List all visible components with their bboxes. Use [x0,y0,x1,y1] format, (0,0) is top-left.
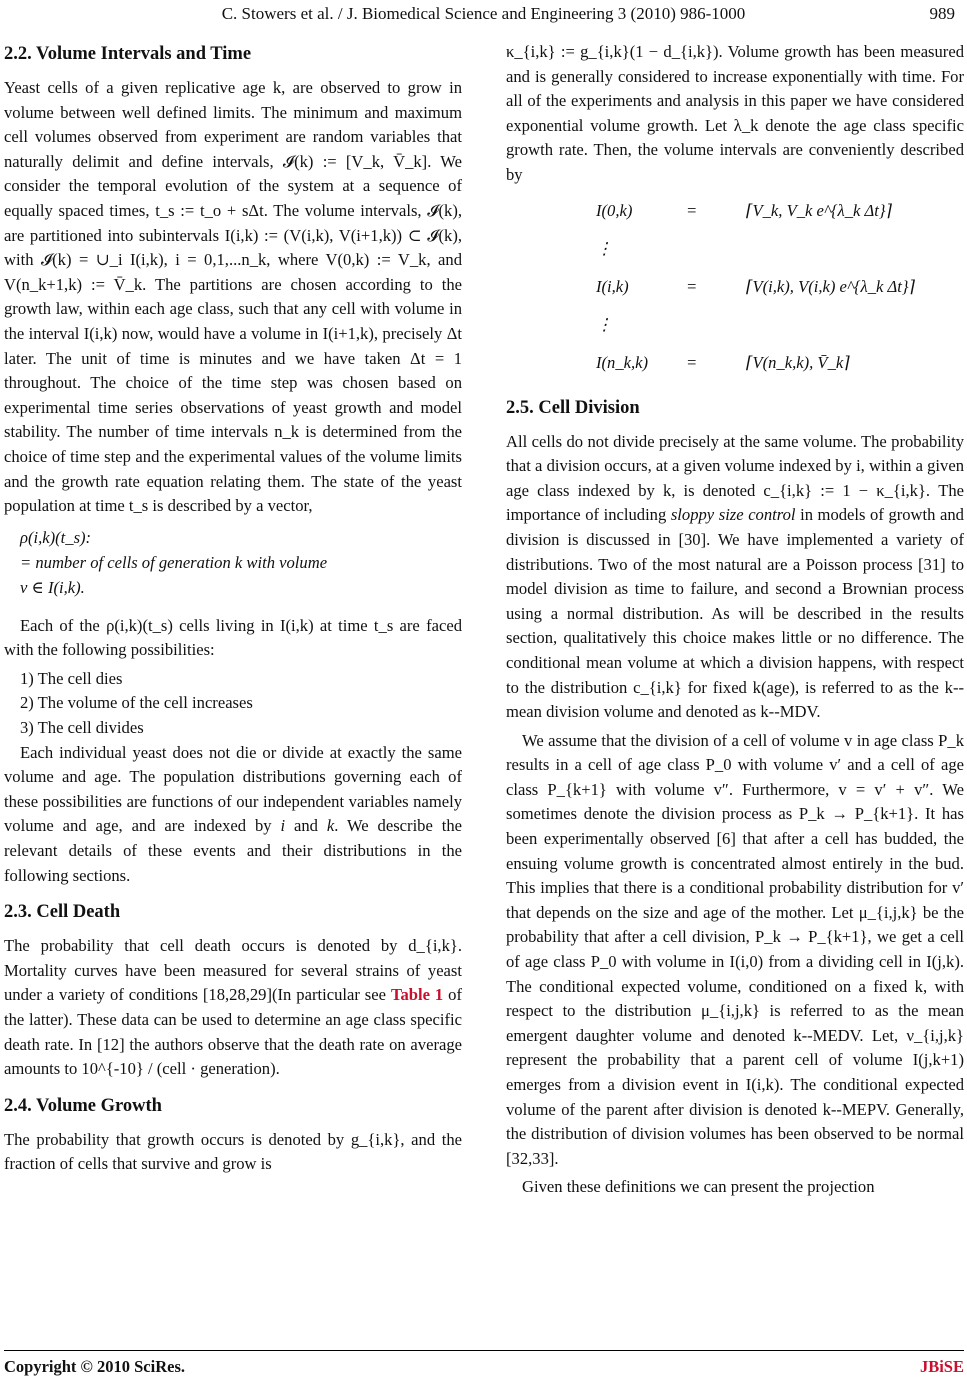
paragraph-2-2-1: Yeast cells of a given replicative age k, are observed to grow in volume between well defined limits. The minimum and maximum cell volumes observed from experiment are random variables that naturally delimit and define intervals, 𝓘(k) := [V_k, V̄_k]. We consider the temporal evolution of the system at a sequence of equally spaced times, t_s := t_o + sΔt. The volume intervals, 𝓘(k), are partitioned into subintervals I(i,k) := (V(i,k), V(i+1,k)) ⊂ 𝓘(k), with 𝓘(k) = ∪_i I(i,k), i = 0,1,...n_k, where V(0,k) := V_k, and V(n_k+1,k) := V̄_k. The partitions are chosen according to the growth law, within each age class, such that any cell with volume in the interval I(i,k) now, would have a volume in I(i+1,k), precisely Δt later. The unit of time is minutes and we have taken Δt = 1 throughout. The choice of the time step was chosen based on experimental time series observations of yeast growth and model stability. The number of time intervals n_k is determined from the choice of time step and the experimental values of the volume limits and the growth rate equation relating them. The state of the yeast population at time t_s is described by a vector, [4,78,462,516]
equation-rhs: ⌈V(n_k,k), V̄_k⌉ [746,352,850,372]
equation-rho-line-2: = number of cells of generation k with volume [20,552,328,572]
text-run: Each individual yeast does not die or divide at exactly the same volume and age. The population distributions governing each of these possibilities are functions of our independent variables namely volume and age, and are indexed by [4,742,462,836]
copyright: Copyright © 2010 SciRes. [4,1357,185,1376]
equation-row [596,268,964,306]
text-run: . We describe the relevant details of these events and their distributions in the following sections. [4,816,463,885]
equals-sign: = [686,352,698,372]
list-item: 1) The cell dies [20,668,123,688]
list-item: 2) The volume of the cell increases [20,693,253,713]
running-header [0,4,967,24]
equation-rho-line-3: v ∈ I(i,k). [20,577,85,597]
possibilities-list [20,667,462,741]
paragraph-2-4-1: The probability that growth occurs is denoted by g_{i,k}, and the fraction of cells that survive and grow is [4,1129,462,1174]
section-title-2-2: 2.2. Volume Intervals and Time [4,44,252,64]
paragraph-2-3-1 [4,934,462,1082]
equation-row [596,192,964,230]
equation-lhs: I(i,k) [596,276,629,296]
text-run: k [326,816,335,836]
equation-rho-line-1: ρ(i,k)(t_s): [20,527,92,547]
text-run: in models of growth and division is discussed in [30]. We have implemented a variety of distributions. Two of the most natural are a Poisson process [31] to model division as time to failure, and second a Brownian process using a normal distribution. As will be described in the results section, qualitatively this choice makes little or no difference. The conditional mean volume at which a division happens, with respect to the distribution c_{i,k} for fixed k(age), is referred to as the k--mean division volume and denoted as k--MDV. [506,505,964,722]
running-head: C. Stowers et al. / J. Biomedical Science and Engineering 3 (2010) 986-1000 [221,4,746,23]
equation-lhs: ⋮ [596,238,613,258]
equation-rhs: ⌈V(i,k), V(i,k) e^{λ_k Δt}⌉ [746,276,916,296]
equation-row [596,230,964,268]
left-column [4,40,462,1181]
right-column [506,40,964,1204]
paragraph-2-5-1 [506,430,964,725]
text-run: sloppy size control [670,505,796,525]
text-run: All cells do not divide precisely at the same volume. The probability that a division occurs, at a given volume indexed by i, within a given age class indexed by k, is denoted c_{i,k} := 1 − κ_{i,k}. The importance of including [506,431,964,525]
section-title-2-5: 2.5. Cell Division [506,397,640,418]
text-run: The probability that cell death occurs is denoted by d_{i,k}. Mortality curves have been measured for several strains of yeast under a variety of conditions [18,28,29](In particular see [4,936,462,1005]
paragraph-2-5-2: We assume that the division of a cell of volume v in age class P_k results in a cell of age class P_0 with volume v′ and a cell of age class P_{k+1} with volume v″. Furthermore, v = v′ + v″. We sometimes denote the division process as P_k → P_{k+1}. It has been experimentally observed [6] that after a cell has budded, the ensuing volume growth is concentrated almost entirely in the bud. This implies that there is a conditional probability distribution for v′ that depends on the size and age of the mother. Let μ_{i,j,k} be the probability that after a cell division, P_k → P_{k+1}, we get a cell of age class P_0 with volume in I(i,0) from a dividing cell in I(j,k). The conditional expected volume, conditioned on a fixed k, with respect to the distribution μ_{i,j,k} is referred to as the mean emergent daughter volume and denoted k--MEDV. Let, ν_{i,j,k} represent the probability that a parent cell of volume I(j,k+1) emerges from a division event in I(i,k). The conditional expected volume of the parent after division is denoted k--MEPV. Generally, the distribution of division volumes has been observed to be normal [32,33]. [506,730,964,1168]
list-item: 3) The cell divides [20,718,144,738]
equation-lhs: I(n_k,k) [596,352,649,372]
text-run: i [280,816,286,836]
footer-divider [4,1350,964,1351]
page-number: 989 [929,4,955,23]
text-run: of the latter). These data can be used to determine an age class specific death rate. In [12] the authors observe that the death rate on average amounts to 10^{-10} / (cell · generation). [4,985,462,1079]
text-run: and [285,816,327,836]
equation-lhs: ⋮ [596,314,613,334]
section-title-2-3: 2.3. Cell Death [4,902,121,923]
paragraph-2-2-3 [4,741,462,889]
table-1-link[interactable]: Table 1 [390,985,444,1005]
equals-sign: = [686,276,698,296]
paragraph-2-5-3: Given these definitions we can present the projection [522,1177,875,1197]
equation-row [596,344,964,382]
paragraph-2-2-2: Each of the ρ(i,k)(t_s) cells living in I(i,k) at time t_s are faced with the following possibilities: [4,615,462,660]
equation-row [596,306,964,344]
equation-lhs: I(0,k) [596,200,633,220]
section-title-2-4: 2.4. Volume Growth [4,1095,162,1116]
journal-name: JBiSE [919,1357,964,1376]
volume-interval-equations [596,192,964,382]
equation-rhs: ⌈V_k, V_k e^{λ_k Δt}⌉ [746,200,892,220]
equals-sign: = [686,200,698,220]
footer [4,1357,964,1377]
equation-rho [20,525,462,600]
paragraph-2-4-2: κ_{i,k} := g_{i,k}(1 − d_{i,k}). Volume growth has been measured and is generally considered to increase exponentially with time. For all of the experiments and analysis in this paper we have considered exponential volume growth. Let λ_k denote the age class specific growth rate. Then, the volume intervals are conveniently described by [506,42,964,184]
